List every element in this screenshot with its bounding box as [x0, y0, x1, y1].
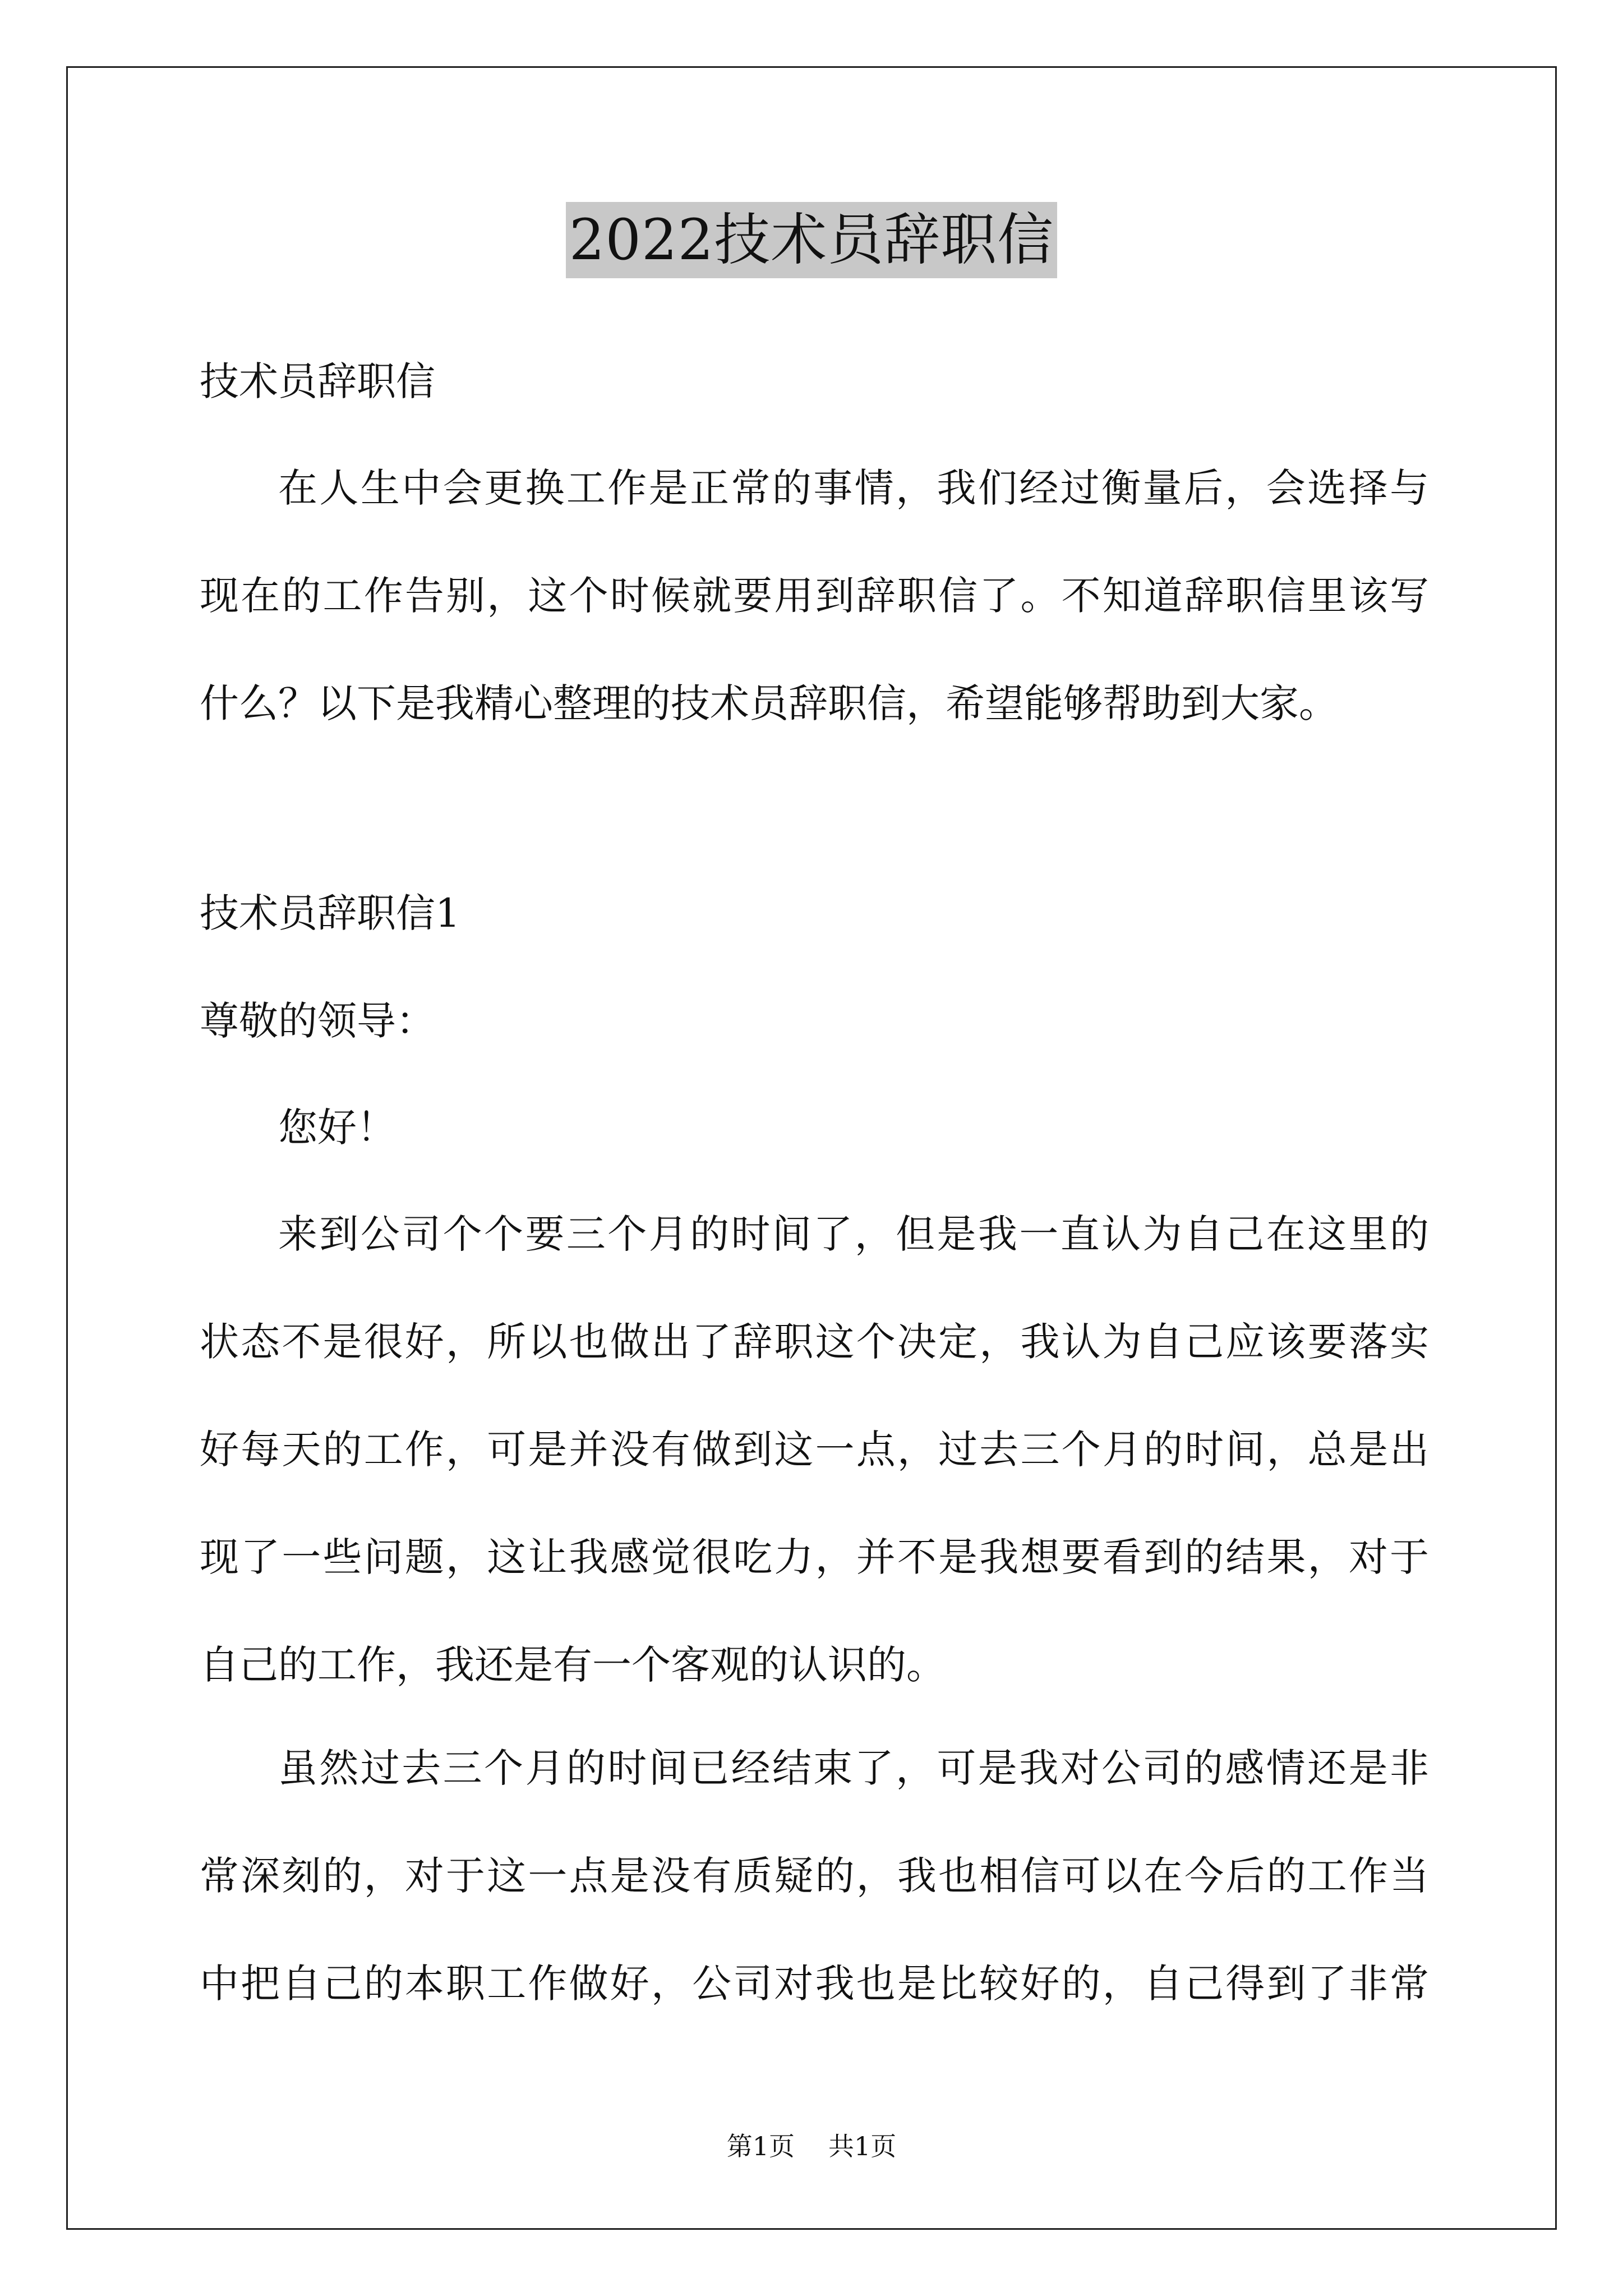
paragraph1-line-2: 状态不是很好，所以也做出了辞职这个决定，我认为自己应该要落实 — [200, 1319, 1429, 1365]
intro-line-2: 现在的工作告别，这个时候就要用到辞职信了。不知道辞职信里该写 — [200, 573, 1429, 619]
intro-line-3: 什么？以下是我精心整理的技术员辞职信，希望能够帮助到大家。 — [200, 680, 1338, 726]
paragraph1-line-1: 来到公司个个要三个月的时间了，但是我一直认为自己在这里的 — [278, 1211, 1429, 1257]
paragraph1-line-5: 自己的工作，我还是有一个客观的认识的。 — [200, 1642, 946, 1688]
body-paragraph-1 — [200, 1207, 1429, 1692]
paragraph1-line-4: 现了一些问题，这让我感觉很吃力，并不是我想要看到的结果，对于 — [200, 1534, 1429, 1580]
page-number: 第1页 — [726, 2131, 795, 2161]
greeting-block — [200, 1101, 1429, 1154]
body-paragraph-2 — [200, 1741, 1429, 2010]
title-container — [0, 202, 1623, 278]
section-title-block — [200, 886, 1429, 940]
page-total: 共1页 — [828, 2131, 897, 2161]
greeting: 您好！ — [278, 1105, 396, 1151]
paragraph2-line-2: 常深刻的，对于这一点是没有质疑的，我也相信可以在今后的工作当 — [200, 1853, 1429, 1899]
page-footer — [0, 2129, 1623, 2163]
salutation: 尊敬的领导： — [200, 998, 435, 1044]
paragraph2-line-1: 虽然过去三个月的时间已经结束了，可是我对公司的感情还是非 — [278, 1745, 1429, 1791]
paragraph1-line-3: 好每天的工作，可是并没有做到这一点，过去三个月的时间，总是出 — [200, 1427, 1429, 1473]
intro-line-1: 在人生中会更换工作是正常的事情，我们经过衡量后，会选择与 — [278, 465, 1429, 511]
section-title: 技术员辞职信1 — [200, 890, 460, 936]
salutation-block — [200, 994, 1429, 1048]
document-heading: 技术员辞职信 — [200, 358, 435, 404]
document-title: 2022技术员辞职信 — [566, 202, 1058, 278]
intro-paragraph — [200, 461, 1429, 730]
heading-block — [200, 355, 1429, 408]
paragraph2-line-3: 中把自己的本职工作做好，公司对我也是比较好的，自己得到了非常 — [200, 1961, 1429, 2007]
